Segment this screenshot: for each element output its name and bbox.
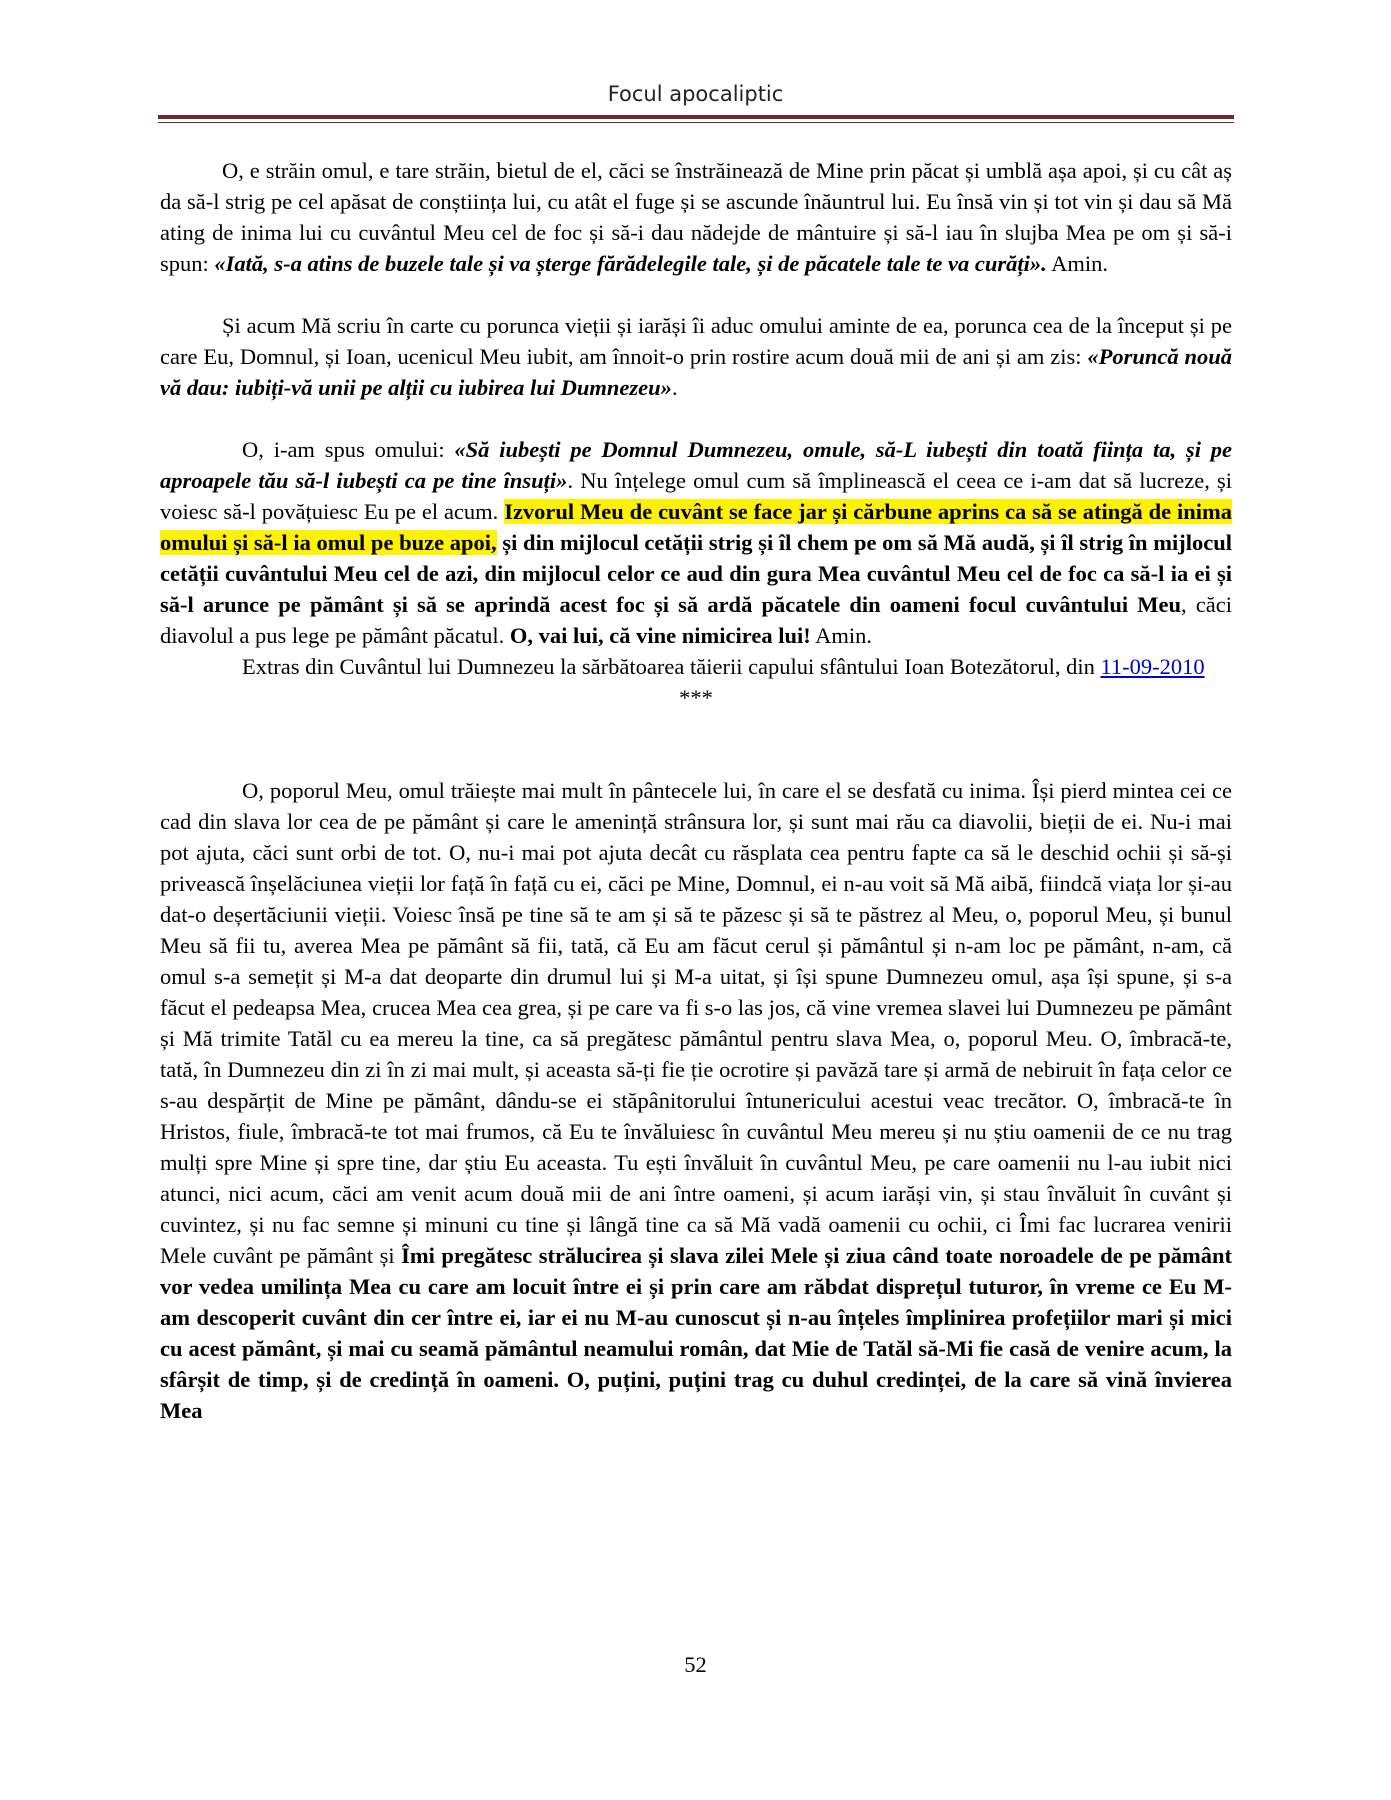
extract-source: Extras din Cuvântul lui Dumnezeu la sărbătoarea tăierii capului sfântului Ioan Botezătorul, din 11-09-2010 bbox=[242, 654, 1205, 679]
section-separator: *** bbox=[679, 685, 713, 710]
paragraph-4: O, poporul Meu, omul trăiește mai mult în pântecele lui, în care el se desfată cu inima. Își pierd mintea cei ce cad din slava lor cea de pe pământ și care le amenință strânsura lor, și sunt mai rău ca diavolii, bieții de ei. Nu-i mai pot ajuta, căci sunt orbi de tot. O, nu-i mai pot ajuta decât cu răsplata cea pentru fapte ca să le deschid ochii și să-și privească înșelăciunea vieții lor față în față cu ei, căci pe Mine, Domnul, ei n-au voit să Mă aibă, fiindcă viața lor și-au dat-o deșertăciunii vieții. Voiesc însă pe tine să te am și să te păzesc și să te păstrez al Meu, o, poporul Meu, și bunul Meu să fii tu, averea Mea pe pământ să fii, tată, că Eu am făcut cerul și pământul și n-am loc pe pământ, n-am, că omul s-a semețit și M-a dat deoparte din drumul lui și M-a uitat, și își spune Dumnezeu omul, așa își spune, și s-a făcut el pedeapsa Mea, crucea Mea cea grea, și pe care va fi s-o las jos, că vine vremea slavei lui Dumnezeu pe pământ și Mă trimite Tatăl cu ea mereu la tine, ca să pregătesc pământul pentru slava Mea, o, poporul Meu. O, îmbracă-te, tată, în Dumnezeu din zi în zi mai mult, și aceasta să-ți fie ție ocrotire și pavăză tare și armă de nebiruit în fața celor ce s-au despărțit de Mine pe pământ, dându-se ei stăpânitorului întunericului acestui veac trecător. O, îmbracă-te în Hristos, fiule, îmbracă-te tot mai frumos, că Eu te învăluiesc în cuvântul Meu mereu și nu știu oamenii de ce nu trag mulți spre Mine și spre tine, dar știu Eu aceasta. Tu ești învăluit în cuvântul Meu, pe care oamenii nu l-au iubit nici atunci, nici acum, căci am venit acum două mii de ani între oameni, și acum iarăși vin, și stau învăluit în cuvânt și cuvintez, și nu fac semne și minuni cu tine și lângă tine ca să Mă vadă oamenii cu ochii, ci Îmi fac lucrarea venirii Mele cuvânt pe pământ și Îmi pregătesc strălucirea și slava zilei Mele și ziua când toate noroadele de pe pământ vor vedea umilința Mea cu care am locuit între ei și prin care am răbdat disprețul tuturor, în vreme ce Eu M-am descoperit cuvânt din cer între ei, iar ei nu M-au cunoscut și n-au înțeles împlinirea profețiilor mari și mici cu acest pământ, și mai cu seamă pământul neamului român, dat Mie de Tatăl să-Mi fie casă de venire acum, la sfârșit de timp, și de credință în oameni. O, puțini, puțini trag cu duhul credinței, de la care să vină învierea Mea bbox=[160, 778, 1232, 1423]
quote: «Poruncă nouă vă dau: iubiți-vă unii pe alții cu iubirea lui Dumnezeu» bbox=[160, 344, 1232, 400]
paragraph-1: O, e străin omul, e tare străin, bietul de el, căci se înstrăinează de Mine prin păcat și umblă așa apoi, și cu cât aș da să-l strig pe cel apăsat de conștiința lui, cu atât el fuge și se ascunde înăuntrul lui. Eu însă vin și tot vin și dau să Mă ating de inima lui cu cuvântul Meu cel de foc și să-i dau nădejde de mântuire și să-l iau în slujba Mea pe om și să-i spun: «Iată, s-a atins de buzele tale și va șterge fărădelegile tale, și de păcatele tale te va curăți». Amin. bbox=[160, 158, 1232, 276]
date-link[interactable]: 11-09-2010 bbox=[1100, 654, 1205, 679]
quote: «Iată, s-a atins de buzele tale și va șterge fărădelegile tale, și de păcatele tale te va curăți». bbox=[214, 251, 1047, 276]
highlighted-text: Izvorul Meu de cuvânt se face jar și cărbune aprins ca să se atingă de inima omului și să-l ia omul pe buze apoi, bbox=[160, 499, 1232, 555]
header-rule-thin bbox=[158, 122, 1234, 123]
page-body bbox=[160, 155, 1232, 1426]
paragraph-3: O, i-am spus omului: «Să iubești pe Domnul Dumnezeu, omule, să-L iubești din toată ființa ta, și pe aproapele tău să-l iubești ca pe tine însuți». Nu înțelege omul cum să împlinească el ceea ce i-am dat să lucreze, și voiesc să-l povățuiesc Eu pe el acum. Izvorul Meu de cuvânt se face jar și cărbune aprins ca să se atingă de inima omului și să-l ia omul pe buze apoi, și din mijlocul cetății strig și îl chem pe om să Mă audă, și îl strig în mijlocul cetății cuvântului Meu cel de azi, din mijlocul celor ce aud din gura Mea cuvântul Meu cel de foc ca să-l ia ei și să-l arunce pe pământ și să se aprindă acest foc și să ardă păcatele din oameni focul cuvântului Meu, căci diavolul a pus lege pe pământ păcatul. O, vai lui, că vine nimicirea lui! Amin. bbox=[160, 437, 1233, 648]
running-header: Focul apocaliptic bbox=[607, 82, 784, 106]
page-number: 52 bbox=[684, 1652, 707, 1677]
quote: «Să iubești pe Domnul Dumnezeu, omule, să-L iubești din toată ființa ta, și pe aproapele tău să-l iubești ca pe tine însuți» bbox=[160, 437, 1233, 493]
header-rule-thick bbox=[158, 115, 1234, 119]
paragraph-2: Și acum Mă scriu în carte cu porunca vieții și iarăși îi aduc omului aminte de ea, porunca cea de la început și pe care Eu, Domnul, și Ioan, ucenicul Meu iubit, am înnoit-o prin rostire acum două mii de ani și am zis: «Poruncă nouă vă dau: iubiți-vă unii pe alții cu iubirea lui Dumnezeu». bbox=[160, 313, 1232, 400]
